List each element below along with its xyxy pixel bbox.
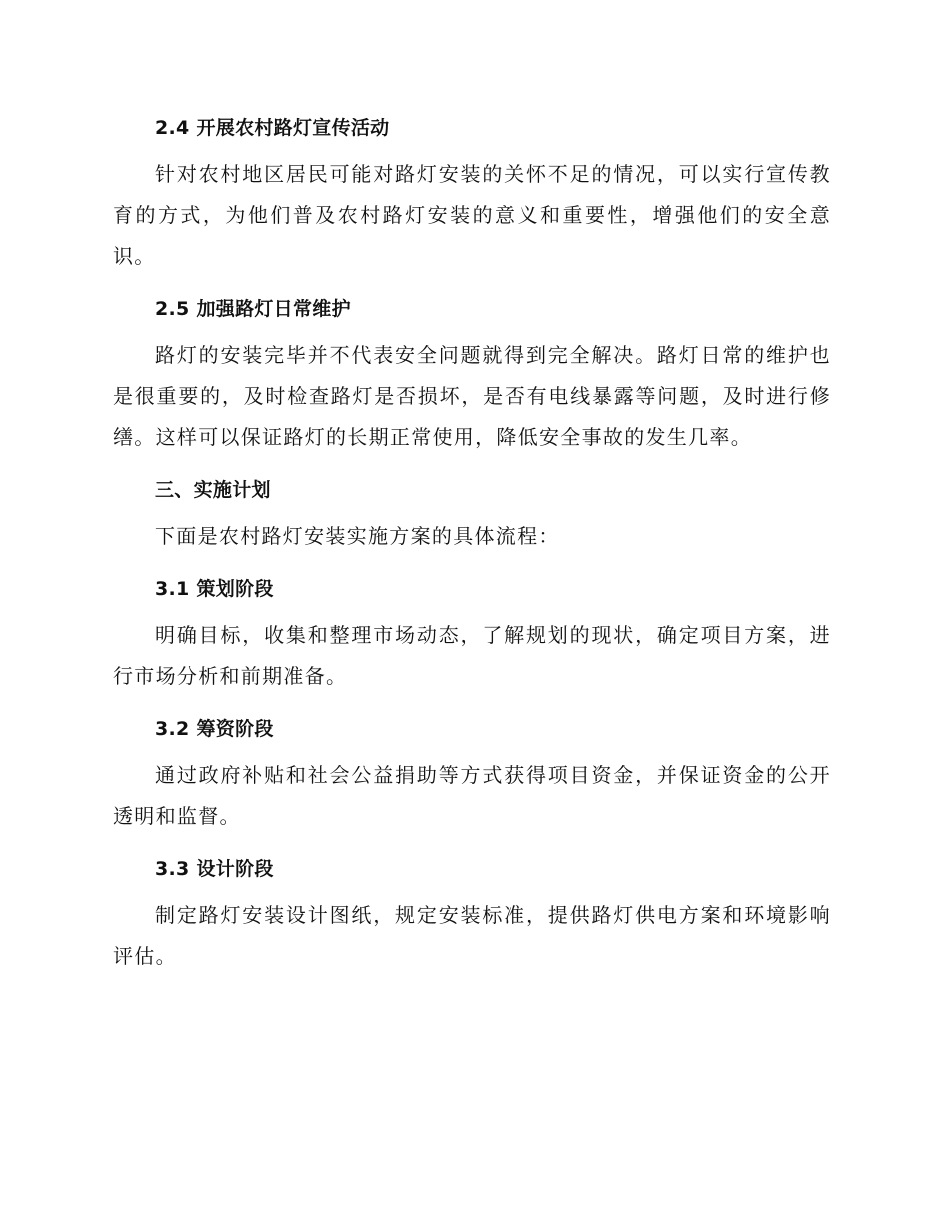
section-heading-3-3: 3.3 设计阶段 [155,858,274,880]
section-heading-3-2: 3.2 筹资阶段 [155,718,274,740]
section-body-3-1: 明确目标，收集和整理市场动态，了解规划的现状，确定项目方案，进行市场分析和前期准备。 [113,623,831,688]
section-heading-3-1: 3.1 策划阶段 [155,578,274,600]
section-heading-2-5: 2.5 加强路灯日常维护 [155,298,351,320]
section-heading-3: 三、实施计划 [155,479,271,501]
section-body-2-5: 路灯的安装完毕并不代表安全问题就得到完全解决。路灯日常的维护也是很重要的，及时检查路灯是否损坏，是否有电线暴露等问题，及时进行修缮。这样可以保证路灯的长期正常使用，降低安全事故的发生几率。 [113,343,831,449]
section-body-3-3: 制定路灯安装设计图纸，规定安装标准，提供路灯供电方案和环境影响评估。 [113,903,831,968]
document-content [113,108,831,989]
section-body-3: 下面是农村路灯安装实施方案的具体流程： [155,524,560,548]
section-body-3-2: 通过政府补贴和社会公益捐助等方式获得项目资金，并保证资金的公开透明和监督。 [113,763,831,828]
section-body-2-4: 针对农村地区居民可能对路灯安装的关怀不足的情况，可以实行宣传教育的方式，为他们普及农村路灯安装的意义和重要性，增强他们的安全意识。 [113,162,831,268]
section-heading-2-4: 2.4 开展农村路灯宣传活动 [155,117,390,139]
